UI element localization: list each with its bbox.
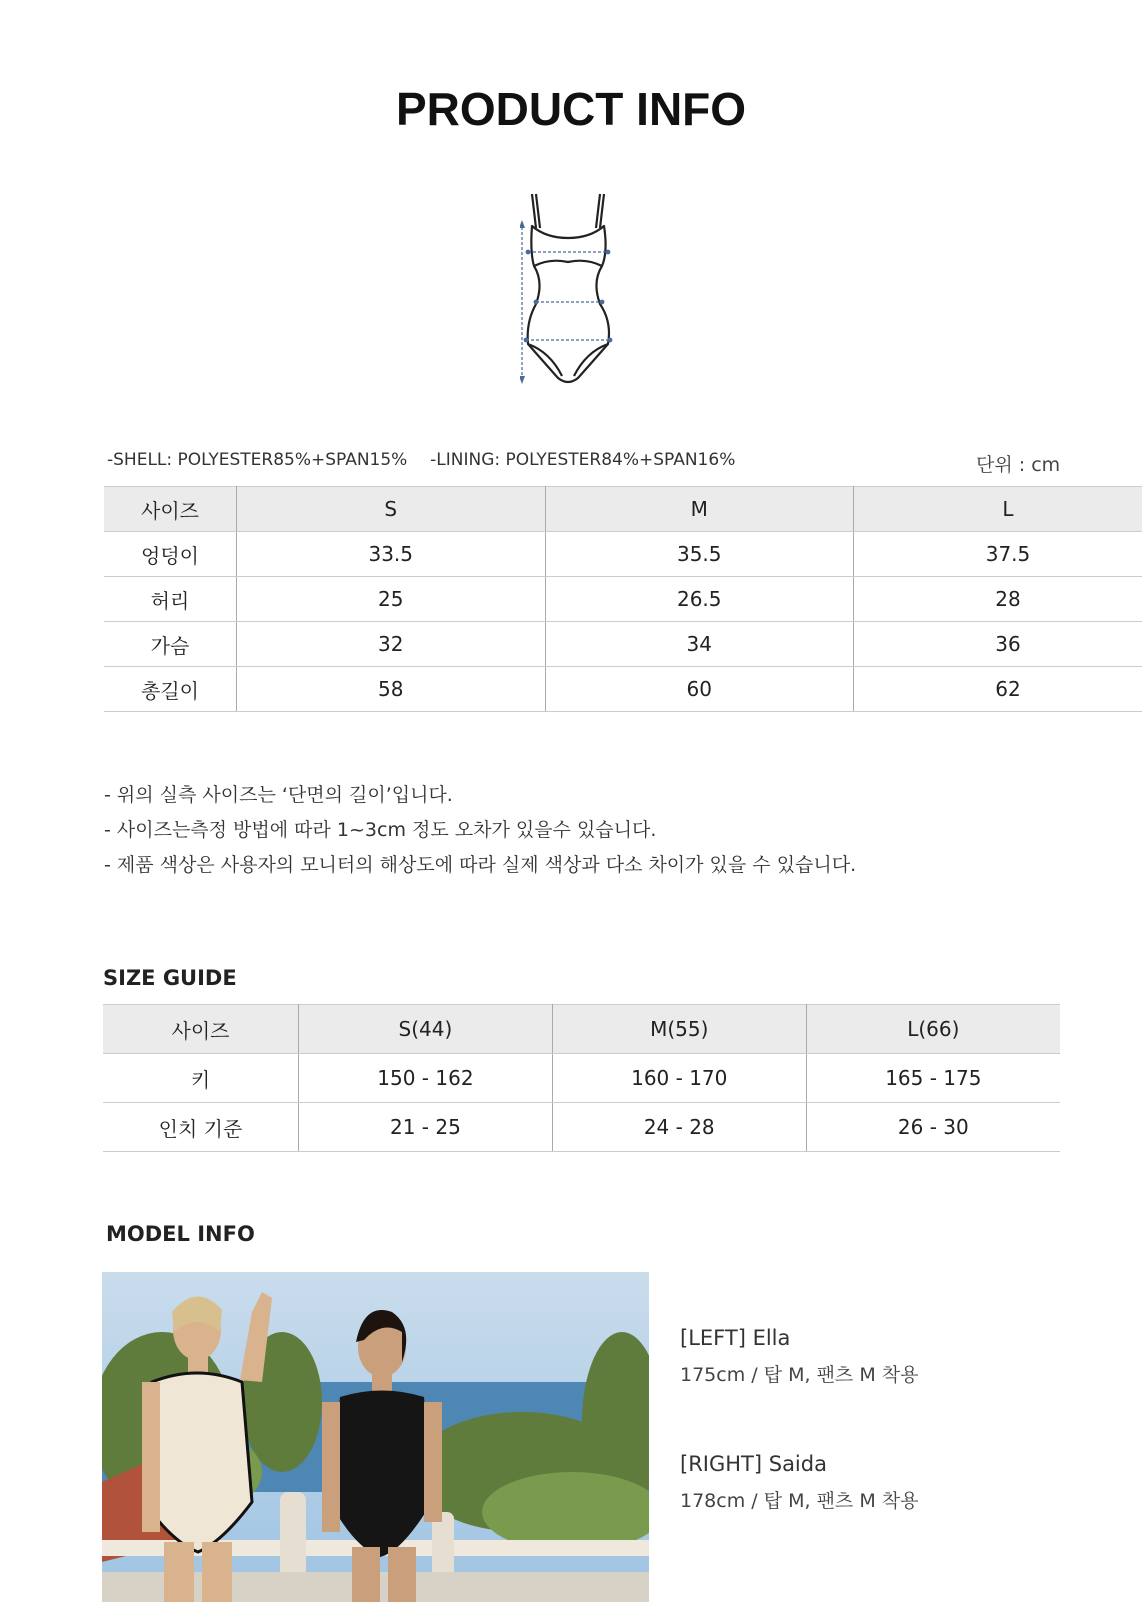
table-cell: 21 - 25 — [299, 1103, 553, 1152]
table-row — [104, 622, 1142, 667]
table-cell: 34 — [545, 622, 854, 667]
table-header-cell: M — [545, 487, 854, 532]
model-name: [RIGHT] Saida — [680, 1452, 827, 1476]
row-label: 인치 기준 — [103, 1103, 299, 1152]
table-cell: 150 - 162 — [299, 1054, 553, 1103]
table-row — [103, 1054, 1060, 1103]
row-label: 가슴 — [104, 622, 237, 667]
table-cell: 58 — [237, 667, 546, 712]
model-left-info — [680, 1326, 918, 1387]
table-cell: 28 — [854, 577, 1142, 622]
note-line: - 제품 색상은 사용자의 모니터의 해상도에 따라 실제 색상과 다소 차이가 있을 수 있습니다. — [104, 854, 857, 876]
unit-label: 단위 : cm — [976, 454, 1061, 476]
note-line: - 사이즈는측정 방법에 따라 1~3cm 정도 오차가 있을수 있습니다. — [104, 819, 657, 841]
notes — [104, 778, 856, 883]
table-row — [103, 1103, 1060, 1152]
model-right-info — [680, 1452, 918, 1513]
table-header-cell: S — [237, 487, 546, 532]
table-cell: 37.5 — [854, 532, 1142, 577]
table-cell: 25 — [237, 577, 546, 622]
model-info-title: MODEL INFO — [106, 1222, 255, 1246]
table-cell: 26 - 30 — [806, 1103, 1060, 1152]
table-cell: 33.5 — [237, 532, 546, 577]
model-photo — [102, 1272, 649, 1602]
table-cell: 26.5 — [545, 577, 854, 622]
size-guide-title: SIZE GUIDE — [103, 966, 237, 990]
table-cell: 32 — [237, 622, 546, 667]
table-header-cell: 사이즈 — [104, 487, 237, 532]
table-header-cell: M(55) — [552, 1005, 806, 1054]
fabric-composition — [107, 450, 735, 470]
table-cell: 165 - 175 — [806, 1054, 1060, 1103]
table-row — [104, 532, 1142, 577]
model-detail: 175cm / 탑 M, 팬츠 M 착용 — [680, 1364, 919, 1386]
page-title: PRODUCT INFO — [395, 83, 747, 135]
row-label: 키 — [103, 1054, 299, 1103]
table-header-cell: L(66) — [806, 1005, 1060, 1054]
table-header-cell: L — [854, 487, 1142, 532]
table-cell: 35.5 — [545, 532, 854, 577]
lining-fabric: -LINING: POLYESTER84%+SPAN16% — [430, 450, 736, 470]
measurement-table — [104, 486, 1142, 712]
table-cell: 36 — [854, 622, 1142, 667]
table-row — [104, 577, 1142, 622]
model-name: [LEFT] Ella — [680, 1326, 791, 1350]
table-cell: 60 — [545, 667, 854, 712]
table-cell: 24 - 28 — [552, 1103, 806, 1152]
row-label: 총길이 — [104, 667, 237, 712]
model-detail: 178cm / 탑 M, 팬츠 M 착용 — [680, 1490, 919, 1512]
size-guide-table — [103, 1004, 1060, 1152]
table-header-row — [103, 1005, 1060, 1054]
table-header-cell: S(44) — [299, 1005, 553, 1054]
table-cell: 160 - 170 — [552, 1054, 806, 1103]
table-cell: 62 — [854, 667, 1142, 712]
note-line: - 위의 실측 사이즈는 ‘단면의 길이’입니다. — [104, 784, 453, 806]
shell-fabric: -SHELL: POLYESTER85%+SPAN15% — [107, 450, 408, 470]
swimsuit-diagram-icon — [520, 192, 624, 396]
table-row — [104, 667, 1142, 712]
row-label: 허리 — [104, 577, 237, 622]
row-label: 엉덩이 — [104, 532, 237, 577]
table-header-row — [104, 487, 1142, 532]
table-header-cell: 사이즈 — [103, 1005, 299, 1054]
